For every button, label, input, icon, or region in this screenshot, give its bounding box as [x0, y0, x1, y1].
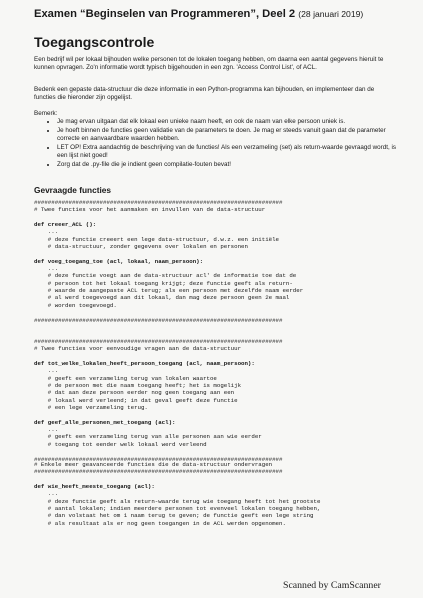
code-line: # een lege verzameling terug.: [34, 404, 148, 412]
code-line: # deze functie creeert een lege data-structuur, d.w.z. een initiële: [34, 235, 279, 243]
code-line: [34, 353, 282, 360]
code-line: ########################################################################: [34, 338, 283, 345]
code-line: # de persoon met die naam toegang heeft; het is mogelijk: [34, 382, 242, 390]
code-line: # deze functie geeft als return-waarde terug wie toegang heeft tot het grootste: [34, 497, 321, 505]
code-line: # geeft een verzameling terug van lokalen waartoe: [34, 374, 217, 382]
exam-date: (28 januari 2019): [298, 9, 364, 19]
code-line: # als resultaat als er nog geen toegangen in de ACL werden opgenomen.: [34, 519, 286, 527]
remark-item: • LET OP! Extra aandachtig de beschrijving van de functies! Als een verzameling (set) als return-waarde gevraagd wordt, is een lijst niet goed!: [57, 144, 403, 160]
remarks-list: [48, 118, 403, 169]
code-line: # al werd toegevoegd aan dit lokaal, dan mag deze persoon geen 2e maal: [34, 294, 290, 302]
section-title: Toegangscontrole: [34, 34, 155, 50]
remark-item: • Je hoeft binnen de functies geen validatie van de parameters te doen. Je mag er steeds vanuit gaan dat de parameter correcte en aanvaardbare waarden hebben.: [57, 127, 403, 143]
code-line: # aantal lokalen; indien meerdere personen tot evenveel lokalen toegang hebben,: [34, 505, 321, 513]
code-line: ...: [34, 265, 59, 273]
code-line: [34, 448, 282, 455]
code-line: # worden toegevoegd.: [34, 301, 117, 309]
code-line: # dat aan deze persoon eerder nog geen toegang aan een: [34, 389, 235, 397]
scanner-watermark: Scanned by CamScanner: [283, 580, 381, 591]
code-line: [34, 309, 303, 316]
code-line: def creeer_ACL ():: [34, 221, 97, 229]
code-line: ...: [34, 490, 59, 498]
code-line: ...: [34, 426, 59, 434]
task-paragraph: Bedenk een gepaste data-structuur die deze informatie in een Python-programma kan bijhouden, en implementeer dan de functies die hieronder zijn opgelijst.: [34, 86, 375, 102]
code-line: # waarde de aangepaste ACL terug; als een persoon met dezelfde naam eerder: [34, 287, 304, 295]
exam-title-text: Examen “Beginselen van Programmeren”, Deel 2: [34, 8, 296, 20]
code-line: ...: [34, 228, 59, 236]
code-line: ########################################################################: [34, 455, 283, 463]
code-line: [34, 214, 303, 221]
exam-title: [34, 8, 363, 20]
remarks-heading: Bemerk:: [34, 110, 58, 117]
code-line: # Twee functies voor het aanmaken en invullen van de data-structuur: [34, 206, 266, 214]
code-block-create-fill: [34, 199, 303, 324]
code-line: def voeg_toegang_toe (acl, lokaal, naam_persoon):: [34, 257, 204, 265]
functions-heading: Gevraagde functies: [34, 185, 112, 195]
code-line: # lokaal werd verleend; in dat geval geeft deze functie: [34, 396, 238, 404]
code-line: [34, 476, 320, 483]
code-line: ...: [34, 367, 59, 375]
remark-item: • Je mag ervan uitgaan dat elk lokaal een unieke naam heeft, en ook de naam van elke persoon uniek is.: [57, 118, 403, 126]
code-line: # Twee functies voor eenvoudige vragen aan de data-structuur: [34, 345, 242, 353]
code-line: def tot_welke_lokalen_heeft_persoon_toegang (acl, naam_persoon):: [34, 360, 255, 368]
code-line: # geeft een verzameling terug van alle personen aan wie eerder: [34, 433, 262, 441]
code-line: def geef_alle_personen_met_toegang (acl):: [34, 418, 176, 426]
code-block-advanced-queries: [34, 461, 320, 527]
code-line: # data-structuur, zonder gegevens over lokalen en personen: [34, 243, 248, 251]
code-line: ########################################################################: [34, 316, 283, 324]
code-line: # persoon tot het lokaal toegang krijgt; deze functie geeft als return-: [34, 279, 293, 287]
code-line: ########################################################################: [34, 199, 283, 206]
code-line: [34, 250, 303, 257]
code-line: # toegang tot eender welk lokaal werd verleend: [34, 440, 207, 448]
code-block-simple-queries: [34, 338, 282, 463]
remark-item: • Zorg dat de .py-file die je indient geen compilatie-fouten bevat!: [57, 161, 403, 169]
code-line: # Enkele meer geavanceerde functies die de data-structuur ondervragen: [34, 461, 273, 468]
code-line: def wie_heeft_meeste_toegang (acl):: [34, 483, 155, 491]
code-line: # dan volstaat het om 1 naam terug te geven; de functie geeft een lege string: [34, 512, 314, 520]
intro-paragraph: Een bedrijf wil per lokaal bijhouden welke personen tot de lokalen toegang hebben, om daarna een aantal gegevens hieruit te kunnen opvragen. Zo'n informatie wordt typisch bijgehouden in een zgn. 'Access Control List', of ACL.: [34, 56, 384, 72]
code-line: [34, 411, 282, 418]
code-line: # deze functie voegt aan de data-structuur acl' de informatie toe dat de: [34, 272, 297, 280]
code-line: ########################################################################: [34, 468, 283, 476]
